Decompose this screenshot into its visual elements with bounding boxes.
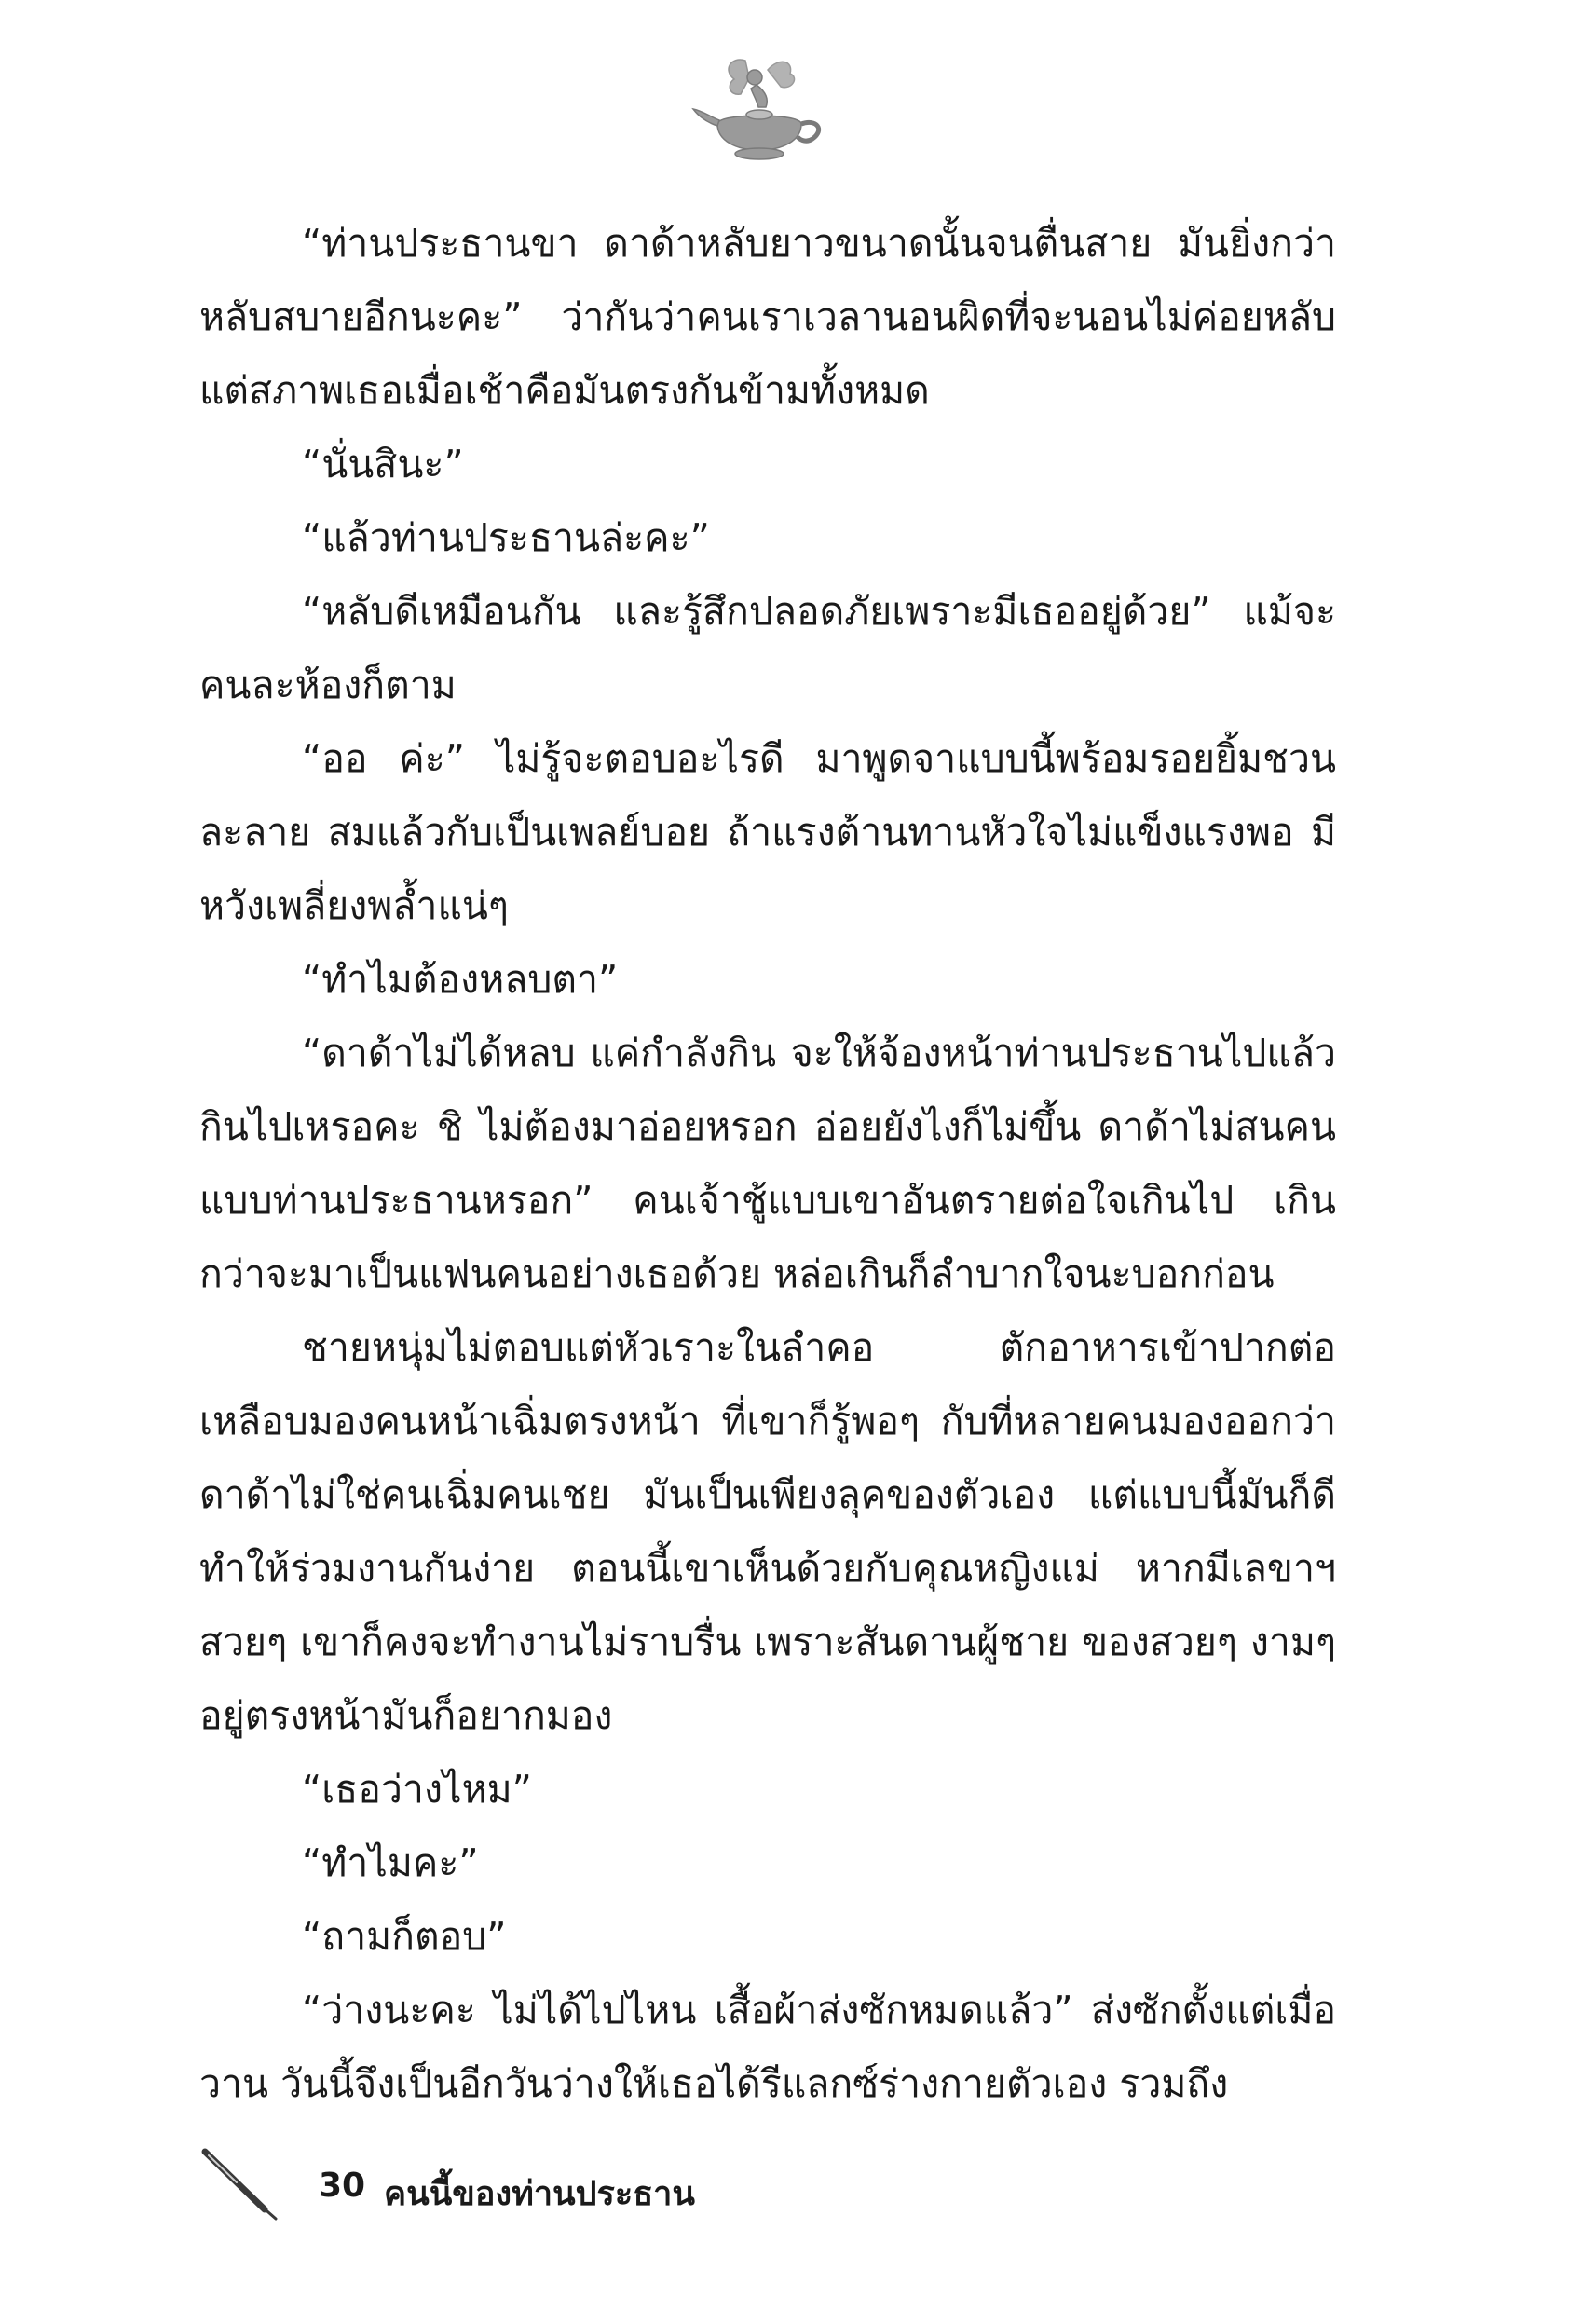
fountain-pen-icon — [199, 2148, 283, 2222]
paragraph: “ถามก็ตอบ” — [302, 1914, 507, 1959]
paragraph: “ออ ค่ะ” ไม่รู้จะตอบอะไรดี มาพูดจาแบบนี้พร้อมรอยยิ้มชวนละลาย สมแล้วกับเป็นเพลย์บอย ถ้าแรงต้านทานหัวใจไม่แข็งแรงพอ มีหวังเพลี่ยงพล้ำแน่ๆ — [199, 736, 1336, 928]
paragraph: “ว่างนะคะ ไม่ได้ไปไหน เสื้อผ้าส่งซักหมดแล้ว” ส่งซักตั้งแต่เมื่อวาน วันนี้จึงเป็นอีกวันว่างให้เธอได้รีแลกซ์ร่างกายตัวเอง รวมถึง — [199, 1988, 1336, 2106]
book-title: คนนี้ของท่านประธาน — [384, 2175, 695, 2213]
page-number: 30 — [319, 2167, 366, 2205]
teapot-cupid-icon — [689, 51, 829, 172]
paragraph: “ดาด้าไม่ได้หลบ แค่กำลังกิน จะให้จ้องหน้าท่านประธานไปแล้วกินไปเหรอคะ ชิ ไม่ต้องมาอ่อยหรอก อ่อยยังไงก็ไม่ขึ้น ดาด้าไม่สนคนแบบท่านประธานหรอก” คนเจ้าชู้แบบเขาอันตรายต่อใจเกินไป เกินกว่าจะมาเป็นแฟนคนอย่างเธอด้วย หล่อเกินก็ลำบากใจนะบอกก่อน — [199, 1031, 1336, 1296]
paragraph: “ท่านประธานขา ดาด้าหลับยาวขนาดนั้นจนตื่นสาย มันยิ่งกว่าหลับสบายอีกนะคะ” ว่ากันว่าคนเราเวลานอนผิดที่จะนอนไม่ค่อยหลับ แต่สภาพเธอเมื่อเช้าคือมันตรงกันข้ามทั้งหมด — [199, 221, 1336, 413]
paragraph: “แล้วท่านประธานล่ะคะ” — [302, 515, 710, 560]
paragraph: ชายหนุ่มไม่ตอบแต่หัวเราะในลำคอ ตักอาหารเข้าปากต่อ เหลือบมองคนหน้าเฉิ่มตรงหน้า ที่เขาก็รู้พอๆ กับที่หลายคนมองออกว่าดาด้าไม่ใช่คนเฉิ่มคนเชย มันเป็นเพียงลุคของตัวเอง แต่แบบนี้มันก็ดีทำให้ร่วมงานกันง่าย ตอนนี้เขาเห็นด้วยกับคุณหญิงแม่ หากมีเลขาฯ สวยๆ เขาก็คงจะทำงานไม่ราบรื่น เพราะสันดานผู้ชาย ของสวยๆ งามๆ อยู่ตรงหน้ามันก็อยากมอง — [199, 1325, 1336, 1738]
paragraph: “เธอว่างไหม” — [302, 1767, 532, 1812]
paragraph: “ทำไมคะ” — [302, 1840, 479, 1885]
paragraph: “ทำไมต้องหลบตา” — [302, 957, 619, 1002]
body-text — [199, 207, 1336, 2121]
page-footer — [199, 2148, 945, 2232]
paragraph: “หลับดีเหมือนกัน และรู้สึกปลอดภัยเพราะมีเธออยู่ด้วย” แม้จะคนละห้องก็ตาม — [199, 589, 1336, 707]
paragraph: “นั่นสินะ” — [302, 442, 464, 486]
